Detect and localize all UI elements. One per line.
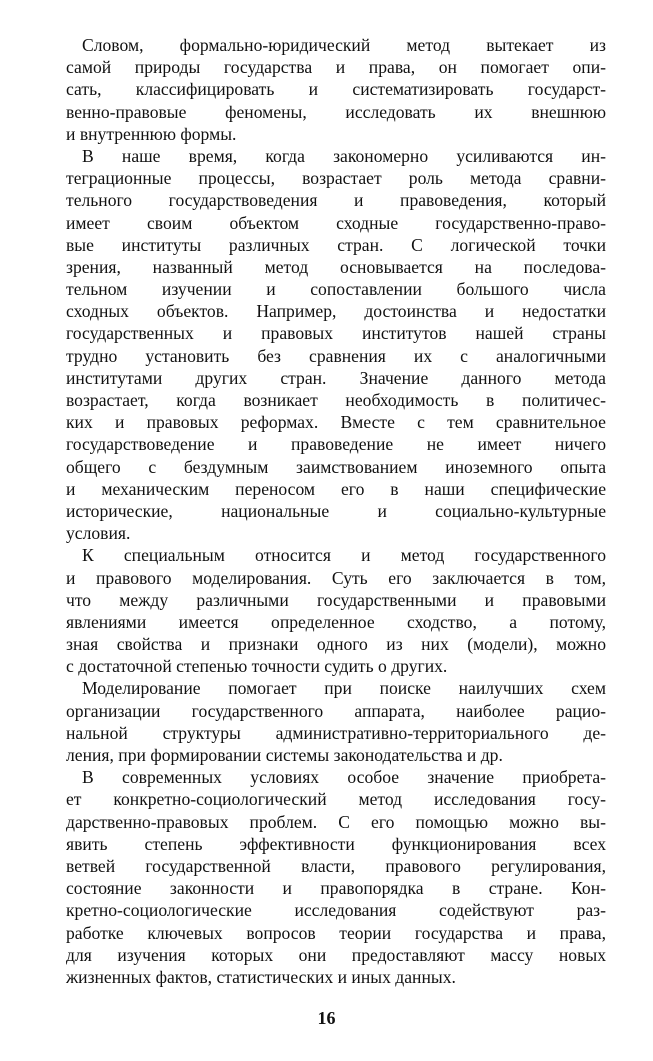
text-line: кретно-социологические исследования содействуют раз- (66, 900, 606, 921)
text-line: явить степень эффективности функционирования всех (66, 833, 606, 854)
text-line: В наше время, когда закономерно усиливаются ин- (82, 145, 606, 166)
text-line: ет конкретно-социологический метод исследования госу- (66, 789, 606, 810)
paragraph-5 (66, 766, 606, 988)
text-line: для изучения которых они предоставляют массу новых (66, 944, 606, 965)
text-line: ких и правовых реформах. Вместе с тем сравнительное (66, 412, 606, 433)
text-line: исторические, национальные и социально-культурные (66, 500, 606, 521)
text-line: сать, классифицировать и систематизировать государст- (66, 79, 606, 100)
text-line: государственных и правовых институтов нашей страны (66, 323, 606, 344)
text-line: общего с бездумным заимствованием иноземного опыта (66, 456, 606, 477)
page-number: 16 (317, 1008, 336, 1028)
text-line: Моделирование помогает при поиске наилучших схем (82, 678, 606, 699)
paragraph-3 (66, 544, 606, 677)
paragraph-4 (66, 677, 606, 766)
text-line: государствоведение и правоведение не имеет ничего (66, 434, 606, 455)
text-line: К специальным относится и метод государственного (82, 545, 606, 566)
text-line: работке ключевых вопросов теории государства и права, (66, 922, 606, 943)
text-line: теграционные процессы, возрастает роль метода сравни- (66, 168, 606, 189)
text-line: возрастает, когда возникает необходимость в политичес- (66, 390, 606, 410)
text-line: и механическим переносом его в наши специфические (66, 478, 606, 499)
text-line: венно-правовые феномены, исследовать их внешнюю (66, 101, 606, 122)
paragraph-1 (66, 34, 606, 145)
text-line: Словом, формально-юридический метод вытекает из (82, 35, 606, 55)
text-line: ления, при формировании системы законодательства и др. (66, 745, 503, 765)
text-line: самой природы государства и права, он помогает опи- (66, 57, 606, 78)
text-line: ветвей государственной власти, правового регулирования, (66, 855, 606, 876)
text-line: В современных условиях особое значение приобрета- (82, 767, 606, 788)
text-line: состояние законности и правопорядка в стране. Кон- (66, 878, 606, 899)
text-line: явлениями имеется определенное сходство, а потому, (66, 611, 606, 632)
text-line: организации государственного аппарата, наиболее рацио- (66, 700, 606, 721)
paragraph-2 (66, 145, 606, 544)
text-line: дарственно-правовых проблем. С его помощью можно вы- (66, 811, 606, 832)
text-line: тельном изучении и сопоставлении большого числа (66, 279, 606, 300)
text-line: вые институты различных стран. С логической точки (66, 234, 606, 255)
text-line: с достаточной степенью точности судить о других. (66, 656, 448, 677)
text-line: условия. (66, 523, 131, 544)
text-line: зная свойства и признаки одного из них (модели), можно (66, 634, 606, 655)
text-line: тельного государствоведения и правоведения, который (66, 190, 606, 211)
text-line: и внутреннюю формы. (66, 123, 237, 144)
text-line: институтами других стран. Значение данного метода (66, 367, 606, 388)
text-line: нальной структуры административно-территориального де- (66, 722, 606, 743)
page-body (66, 34, 606, 988)
text-line: сходных объектов. Например, достоинства и недостатки (66, 301, 606, 322)
text-line: имеет своим объектом сходные государственно-право- (66, 212, 606, 233)
text-line: зрения, названный метод основывается на последова- (66, 256, 606, 277)
text-line: жизненных фактов, статистических и иных данных. (66, 966, 456, 987)
text-line: трудно установить без сравнения их с аналогичными (66, 345, 606, 366)
text-line: и правового моделирования. Суть его заключается в том, (66, 567, 606, 588)
text-line: что между различными государственными и правовыми (66, 589, 606, 610)
